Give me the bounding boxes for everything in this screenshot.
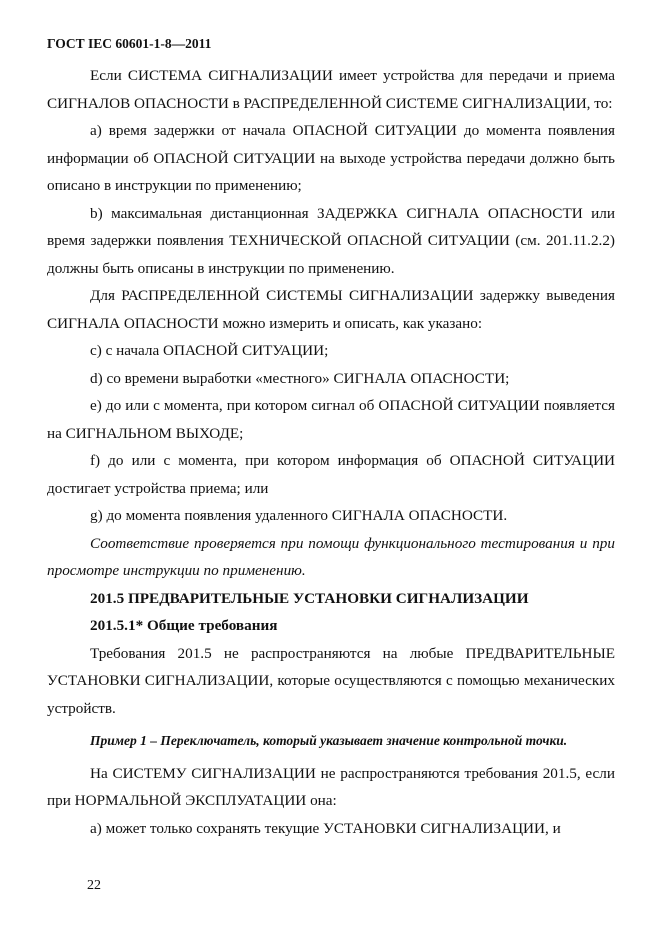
intro-paragraph: Если СИСТЕМА СИГНАЛИЗАЦИИ имеет устройства для передачи и приема СИГНАЛОВ ОПАСНОСТИ в РАСПРЕДЕЛЕННОЙ СИСТЕМЕ СИГНАЛИЗАЦИИ, то: — [47, 67, 615, 112]
list-item-f: f) до или с момента, при котором информация об ОПАСНОЙ СИТУАЦИИ достигает устройства приема; или — [47, 452, 615, 497]
example-note: Пример 1 – Переключатель, который указывает значение контрольной точки. — [90, 733, 568, 748]
page-number: 22 — [87, 878, 101, 893]
document-body — [47, 62, 615, 842]
distributed-paragraph: Для РАСПРЕДЕЛЕННОЙ СИСТЕМЫ СИГНАЛИЗАЦИИ задержку выведения СИГНАЛА ОПАСНОСТИ можно измерить и описать, как указано: — [47, 287, 615, 332]
list-item-a: a) время задержки от начала ОПАСНОЙ СИТУАЦИИ до момента появления информации об ОПАСНОЙ СИТУАЦИИ на выходе устройства передачи должно быть описано в инструкции по применению; — [47, 122, 615, 194]
list-item-g: g) до момента появления удаленного СИГНАЛА ОПАСНОСТИ. — [90, 507, 508, 524]
list-item-b: b) максимальная дистанционная ЗАДЕРЖКА СИГНАЛА ОПАСНОСТИ или время задержки появления ТЕХНИЧЕСКОЙ ОПАСНОЙ СИТУАЦИИ (см. 201.11.2.2) должны быть описаны в инструкции по применению. — [47, 204, 615, 277]
section-paragraph: Требования 201.5 не распространяются на любые ПРЕДВАРИТЕЛЬНЫЕ УСТАНОВКИ СИГНАЛИЗАЦИИ, которые осуществляются с помощью механических устройств. — [47, 644, 615, 717]
section-list-item-a: a) может только сохранять текущие УСТАНОВКИ СИГНАЛИЗАЦИИ, и — [90, 819, 561, 837]
compliance-statement: Соответствие проверяется при помощи функционального тестирования и при просмотре инструкции по применению. — [47, 534, 615, 579]
subsection-heading: 201.5.1* Общие требования — [90, 617, 278, 634]
section-heading: 201.5 ПРЕДВАРИТЕЛЬНЫЕ УСТАНОВКИ СИГНАЛИЗАЦИИ — [90, 589, 529, 607]
list-item-c: c) с начала ОПАСНОЙ СИТУАЦИИ; — [90, 342, 329, 359]
list-item-d: d) со времени выработки «местного» СИГНАЛА ОПАСНОСТИ; — [90, 369, 510, 387]
section-paragraph-2: На СИСТЕМУ СИГНАЛИЗАЦИИ не распространяются требования 201.5, если при НОРМАЛЬНОЙ ЭКСПЛУАТАЦИИ она: — [47, 764, 615, 809]
list-item-e: e) до или с момента, при котором сигнал об ОПАСНОЙ СИТУАЦИИ появляется на СИГНАЛЬНОМ ВЫХОДЕ; — [47, 397, 615, 442]
standard-header: ГОСТ IEC 60601-1-8—2011 — [47, 36, 212, 51]
